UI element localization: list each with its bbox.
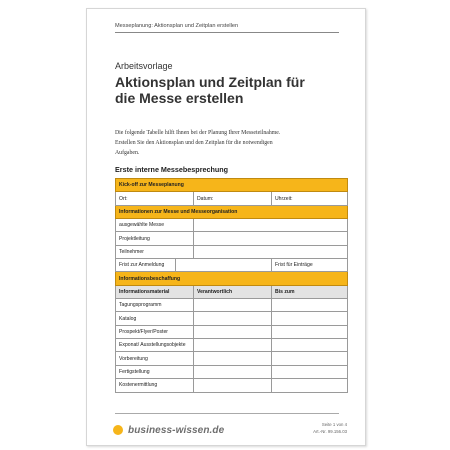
row-input-cell[interactable] [194,299,272,312]
row-label: Fertigstellung [116,365,194,378]
header-rule [115,32,339,33]
table-row [116,245,348,258]
logo-dot-icon [113,425,123,435]
column-header-row [116,285,348,298]
row-input-cell[interactable] [272,365,348,378]
row-label: Vorbereitung [116,352,194,365]
field-ort[interactable]: Ort: [116,192,194,205]
table-row [116,339,348,352]
band-kickoff: Kick-off zur Messeplanung [116,179,348,192]
table-row [116,352,348,365]
row-input-cell[interactable] [194,365,272,378]
title-line: Aktionsplan und Zeitplan für [115,74,305,90]
table-row [116,192,348,205]
field-datum[interactable]: Datum: [194,192,272,205]
document-page [86,8,366,446]
row-label: Exponat/ Ausstellungsobjekte [116,339,194,352]
footer-rule [115,413,339,414]
planning-form-table [115,178,348,393]
row-input-cell[interactable] [194,325,272,338]
row-label: Kostenermittlung [116,379,194,392]
section-band [116,272,348,285]
row-input-cell[interactable] [176,259,272,272]
row-input-cell[interactable] [272,352,348,365]
section-title: Erste interne Messebesprechung [115,165,229,174]
row-input-cell[interactable] [194,232,348,245]
row-input-cell[interactable] [272,379,348,392]
row-input-cell[interactable] [194,352,272,365]
row-label: Tagungsprogramm [116,299,194,312]
row-input-cell[interactable] [272,299,348,312]
row-input-cell[interactable] [272,339,348,352]
row-input-cell[interactable] [194,379,272,392]
page-number: Seite 1 von 4 [321,422,347,427]
table-row [116,325,348,338]
column-header: Verantwortlich [194,285,272,298]
row-label: Katalog [116,312,194,325]
table-row [116,232,348,245]
row-label: Projektleitung [116,232,194,245]
article-number: Art.-Nr. 99.156.03 [313,429,347,434]
table-row [116,259,348,272]
field-frist-eintraege[interactable]: Frist für Einträge [272,259,348,272]
table-row [116,365,348,378]
row-label: Frist zur Anmeldung [116,259,176,272]
business-wissen-logo [113,423,224,437]
intro-line: Aufgaben. [115,150,140,156]
table-row [116,379,348,392]
intro-line: Die folgende Tabelle hilft Ihnen bei der Planung Ihrer Messeteilnahme. [115,130,281,136]
table-row [116,219,348,232]
section-band [116,205,348,218]
table-row [116,299,348,312]
column-header: Bis zum [272,285,348,298]
intro-line: Erstellen Sie den Aktionsplan und den Zeitplan für die notwendigen [115,140,273,146]
row-input-cell[interactable] [194,245,348,258]
row-input-cell[interactable] [194,312,272,325]
section-band [116,179,348,192]
band-info: Informationen zur Messe und Messeorganisation [116,205,348,218]
row-label: Prospekt/Flyer/Poster [116,325,194,338]
band-procurement: Informationsbeschaffung [116,272,348,285]
row-label: Teilnehmer [116,245,194,258]
row-input-cell[interactable] [272,312,348,325]
document-kicker: Arbeitsvorlage [115,61,173,71]
row-input-cell[interactable] [272,325,348,338]
row-label: ausgewählte Messe [116,219,194,232]
footer-meta [313,421,347,435]
title-line: die Messe erstellen [115,90,244,106]
row-input-cell[interactable] [194,339,272,352]
row-input-cell[interactable] [194,219,348,232]
logo-text: business-wissen.de [128,424,225,436]
field-uhrzeit[interactable]: Uhrzeit: [272,192,348,205]
column-header: Informationsmaterial [116,285,194,298]
document-title [115,74,345,106]
intro-text [115,128,335,158]
running-header: Messeplanung: Aktionsplan und Zeitplan erstellen [115,23,239,29]
table-row [116,312,348,325]
